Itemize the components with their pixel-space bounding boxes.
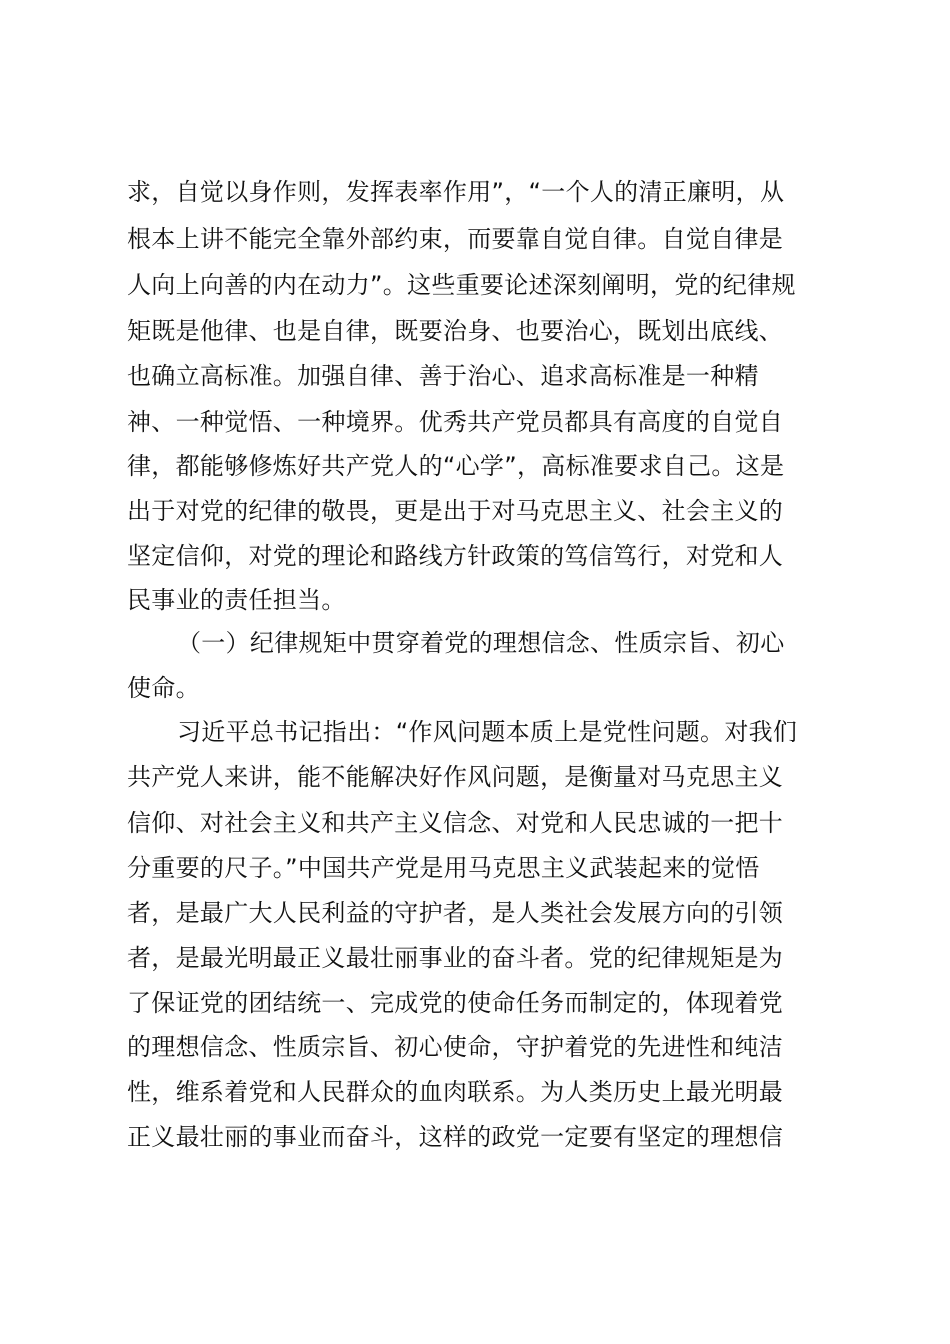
section-heading-line: （一）纪律规矩中贯穿着党的理想信念、性质宗旨、初心 bbox=[177, 629, 785, 657]
text-line: 求，自觉以身作则，发挥表率作用”，“一个人的清正廉明，从 bbox=[127, 178, 785, 206]
text-line: 出于对党的纪律的敬畏，更是出于对马克思主义、社会主义的 bbox=[127, 497, 784, 525]
text-line: 共产党人来讲，能不能解决好作风问题，是衡量对马克思主义 bbox=[127, 763, 784, 791]
text-line: 矩既是他律、也是自律，既要治身、也要治心，既划出底线、 bbox=[127, 317, 784, 345]
text-line: 也确立高标准。加强自律、善于治心、追求高标准是一种精 bbox=[127, 362, 759, 390]
text-line: 人向上向善的内在动力”。这些重要论述深刻阐明，党的纪律规 bbox=[127, 271, 796, 299]
text-line: 根本上讲不能完全靠外部约束，而要靠自觉自律。自觉自律是 bbox=[127, 225, 784, 253]
text-line: 信仰、对社会主义和共产主义信念、对党和人民忠诚的一把十 bbox=[127, 809, 784, 837]
text-line: 者，是最广大人民利益的守护者，是人类社会发展方向的引领 bbox=[127, 899, 784, 927]
text-line: 神、一种觉悟、一种境界。优秀共产党员都具有高度的自觉自 bbox=[127, 408, 784, 436]
text-line: 习近平总书记指出：“作风问题本质上是党性问题。对我们 bbox=[177, 718, 798, 746]
text-line: 者，是最光明最正义最壮丽事业的奋斗者。党的纪律规矩是为 bbox=[127, 944, 784, 972]
text-line: 坚定信仰，对党的理论和路线方针政策的笃信笃行，对党和人 bbox=[127, 542, 784, 570]
text-line: 正义最壮丽的事业而奋斗，这样的政党一定要有坚定的理想信 bbox=[127, 1123, 784, 1151]
section-heading-line: 使命。 bbox=[127, 674, 200, 702]
text-line: 性，维系着党和人民群众的血肉联系。为人类历史上最光明最 bbox=[127, 1078, 784, 1106]
text-line: 了保证党的团结统一、完成党的使命任务而制定的，体现着党 bbox=[127, 989, 784, 1017]
text-line: 律，都能够修炼好共产党人的“心学”，高标准要求自己。这是 bbox=[127, 452, 785, 480]
text-line: 的理想信念、性质宗旨、初心使命，守护着党的先进性和纯洁 bbox=[127, 1033, 784, 1061]
text-line: 民事业的责任担当。 bbox=[127, 586, 346, 614]
text-line: 分重要的尺子。”中国共产党是用马克思主义武装起来的觉悟 bbox=[127, 854, 760, 882]
